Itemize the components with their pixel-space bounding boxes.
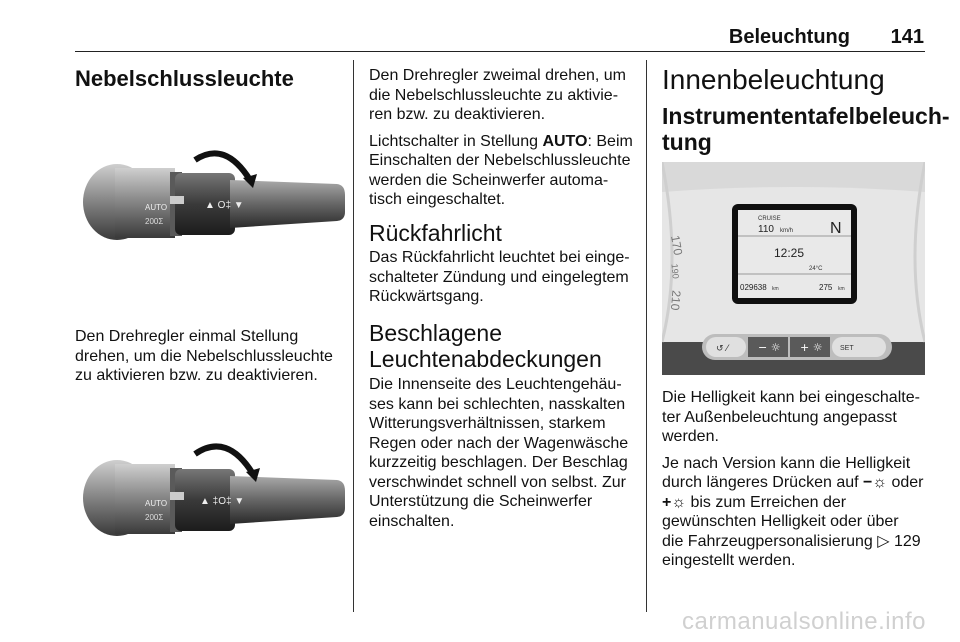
- cluster-range: 275: [819, 283, 833, 292]
- page-reference[interactable]: 129: [894, 532, 921, 550]
- svg-text:▲ ‡O‡ ▼: ▲ ‡O‡ ▼: [200, 496, 245, 507]
- page-reference-arrow-icon: ▷: [877, 532, 894, 550]
- section-heading-beschlagene-leuchtenabdeckungen: Beschlagene Leuchtenabdeckungen: [369, 320, 602, 372]
- stalk-label-auto: AUTO: [145, 203, 168, 212]
- stalk-label-mode: 200Σ: [145, 217, 164, 226]
- column-divider: [646, 60, 647, 612]
- paragraph-version-helligkeit: Je nach Version kann die Helligkeit durch längeres Drücken auf −☼ oder +☼ bis zum Erreichen der gewünschten Helligkeit oder über die Fahrzeugpersonalisierung ▷ 129 eingestellt werden.: [662, 454, 924, 569]
- header-rule: [75, 51, 925, 52]
- section-heading-rueckfahrlicht: Rückfahrlicht: [369, 220, 502, 246]
- svg-text:− ☼: − ☼: [758, 341, 781, 354]
- section-heading-nebelschlussleuchte: Nebelschlussleuchte: [75, 66, 294, 91]
- cluster-range-unit: km: [838, 286, 845, 292]
- watermark: carmanualsonline.info: [682, 608, 926, 635]
- stalk-label-auto: AUTO: [145, 499, 168, 508]
- cluster-speed-unit: km/h: [780, 228, 794, 234]
- column-2-text: [369, 66, 635, 217]
- cluster-time: 12:25: [774, 246, 805, 260]
- cluster-gear: N: [830, 220, 842, 237]
- cluster-temp: 24°C: [809, 266, 823, 272]
- gauge-label-170: 170: [668, 234, 686, 257]
- cluster-speed: 110: [758, 224, 774, 235]
- dim-minus-icon: −☼: [863, 474, 888, 491]
- paragraph-rueckfahrlicht: Das Rückfahrlicht leuchtet bei eingeschalteter Zündung und eingelegtem Rückwärtsgang.: [369, 249, 630, 305]
- paragraph-beschlagene-leuchtenabdeckungen: Die Innenseite des Leuchtengehäuses kann bei schlechten, nasskalten Witterungsverhältnissen, starkem Regen oder nach der Wagenwäsche kurzzeitig beschlagen. Der Beschlag verschwindet schnell von selbst. Zur Unterstützung die Scheinwerfer einschalten.: [369, 376, 629, 530]
- instrument-cluster-illustration: [662, 162, 925, 375]
- paragraph-helligkeit: Die Helligkeit kann bei eingeschalteter Außenbeleuchtung angepasst werden.: [662, 389, 920, 445]
- stalk-label-mode: 200Σ: [145, 513, 164, 522]
- cluster-cruise: CRUISE: [758, 216, 781, 222]
- running-header-title: Beleuchtung: [728, 26, 850, 48]
- dim-plus-icon: +☼: [662, 493, 687, 511]
- svg-text:▲ O‡ ▼: ▲ O‡ ▼: [205, 200, 244, 211]
- gauge-label-190: 190: [669, 263, 681, 280]
- light-switch-stalk-illustration: [75, 140, 347, 250]
- cluster-odometer: 029638: [740, 283, 767, 292]
- column-3-text: [662, 388, 924, 578]
- section-heading-innenbeleuchtung: Innenbeleuchtung: [662, 64, 885, 95]
- svg-text:+ ☼: + ☼: [800, 341, 823, 354]
- paragraph-auto-position: Lichtschalter in Stellung AUTO: Beim Einschalten der Nebelschlussleuchte werden die Scheinwerfer automatisch eingeschaltet.: [369, 132, 633, 208]
- column-divider: [353, 60, 354, 612]
- subheading-instrumententafelbeleuchtung: Instrumententafelbeleuchtung: [662, 103, 950, 155]
- page-number: 141: [890, 26, 924, 48]
- gauge-label-210: 210: [667, 289, 684, 311]
- cluster-odometer-unit: km: [772, 286, 779, 292]
- cluster-set-button-label: SET: [840, 345, 854, 352]
- paragraph-rotary-twice: Den Drehregler zweimal drehen, um die Nebelschlussleuchte zu aktivieren bzw. zu deaktivieren.: [369, 67, 626, 123]
- light-switch-stalk-illustration: [75, 430, 347, 545]
- caption-rotary-once: Den Drehregler einmal Stellung drehen, um die Nebelschlussleuchte zu aktivieren bzw. zu deaktivieren.: [75, 328, 333, 384]
- svg-text:↺ ⁄: ↺ ⁄: [716, 344, 728, 354]
